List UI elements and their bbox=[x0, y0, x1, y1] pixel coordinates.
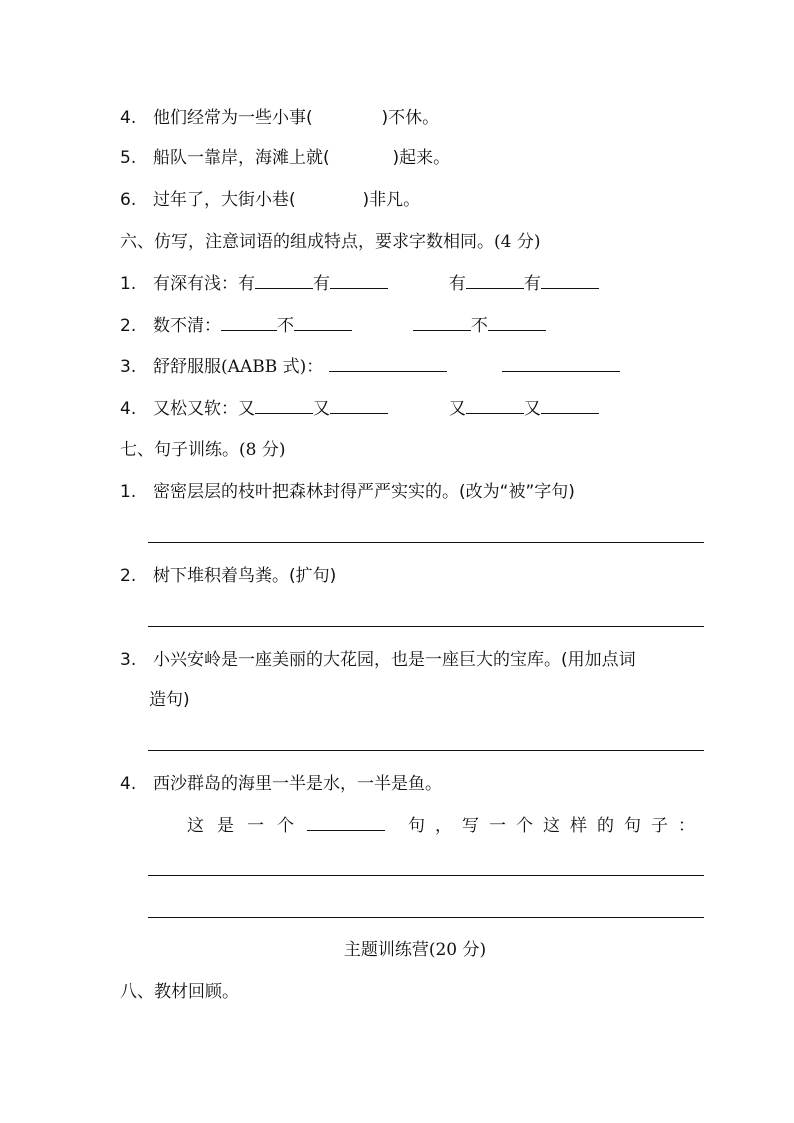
item-text: 他们经常为一些小事( bbox=[153, 108, 313, 128]
sentence-item-2: 2. 树下堆积着鸟粪。(扩句) bbox=[120, 566, 337, 586]
item-text: 船队一靠岸，海滩上就( bbox=[153, 148, 330, 168]
sentence-item-1: 1. 密密层层的枝叶把森林封得严严实实的。(改为“被”字句) bbox=[120, 482, 575, 502]
item-text: )不休。 bbox=[381, 108, 440, 128]
answer-line[interactable] bbox=[148, 542, 704, 543]
blank[interactable] bbox=[329, 357, 447, 372]
blank[interactable] bbox=[255, 399, 313, 414]
answer-line[interactable] bbox=[148, 750, 704, 751]
score: (8 分) bbox=[239, 440, 286, 460]
item-text: 过年了，大街小巷( bbox=[153, 190, 296, 210]
blank[interactable] bbox=[294, 316, 352, 331]
fill-item-6 bbox=[120, 188, 420, 212]
section-6-title: 六、仿写，注意词语的组成特点，要求字数相同。(4 分) bbox=[120, 232, 541, 252]
item-number: 5. bbox=[120, 148, 137, 168]
blank[interactable] bbox=[330, 274, 388, 289]
score: (4 分) bbox=[494, 232, 541, 252]
sentence-item-3: 3. 小兴安岭是一座美丽的大花园，也是一座巨大的宝库。(用加点词 bbox=[120, 650, 636, 670]
blank[interactable] bbox=[221, 316, 277, 331]
copy-item-3: 3. 舒舒服服(AABB 式)： bbox=[120, 355, 620, 379]
fill-item-5 bbox=[120, 146, 450, 170]
answer-line[interactable] bbox=[148, 875, 704, 876]
answer-line[interactable] bbox=[148, 917, 704, 918]
theme-heading: 主题训练营(20 分) bbox=[343, 940, 487, 960]
copy-item-4: 4. 又松又软：又 又 又 又 bbox=[120, 397, 599, 421]
sentence-item-3-continued: 造句) bbox=[149, 690, 190, 710]
blank[interactable] bbox=[502, 357, 620, 372]
fill-item-4 bbox=[120, 106, 439, 130]
blank[interactable] bbox=[488, 316, 546, 331]
section-7-title: 七、句子训练。(8 分) bbox=[120, 440, 286, 460]
item-number: 6. bbox=[120, 190, 137, 210]
sentence-item-4: 4. 西沙群岛的海里一半是水，一半是鱼。 bbox=[120, 774, 443, 794]
blank[interactable] bbox=[466, 274, 524, 289]
section-8-title: 八、教材回顾。 bbox=[120, 982, 239, 1002]
item-text: )起来。 bbox=[392, 148, 451, 168]
blank[interactable] bbox=[307, 816, 385, 831]
copy-item-2: 2. 数不清： 不 不 bbox=[120, 314, 546, 338]
item-text: )非凡。 bbox=[362, 190, 421, 210]
blank[interactable] bbox=[541, 274, 599, 289]
copy-item-1: 1. 有深有浅：有 有 有 有 bbox=[120, 272, 599, 296]
answer-line[interactable] bbox=[148, 626, 704, 627]
sentence-type-prompt: 这 是 一 个 句 ， 写 一 个 这 样 的 句 子 ： bbox=[187, 816, 695, 836]
item-number: 4. bbox=[120, 108, 137, 128]
blank[interactable] bbox=[466, 399, 524, 414]
blank[interactable] bbox=[413, 316, 471, 331]
blank[interactable] bbox=[330, 399, 388, 414]
blank[interactable] bbox=[255, 274, 313, 289]
blank[interactable] bbox=[541, 399, 599, 414]
